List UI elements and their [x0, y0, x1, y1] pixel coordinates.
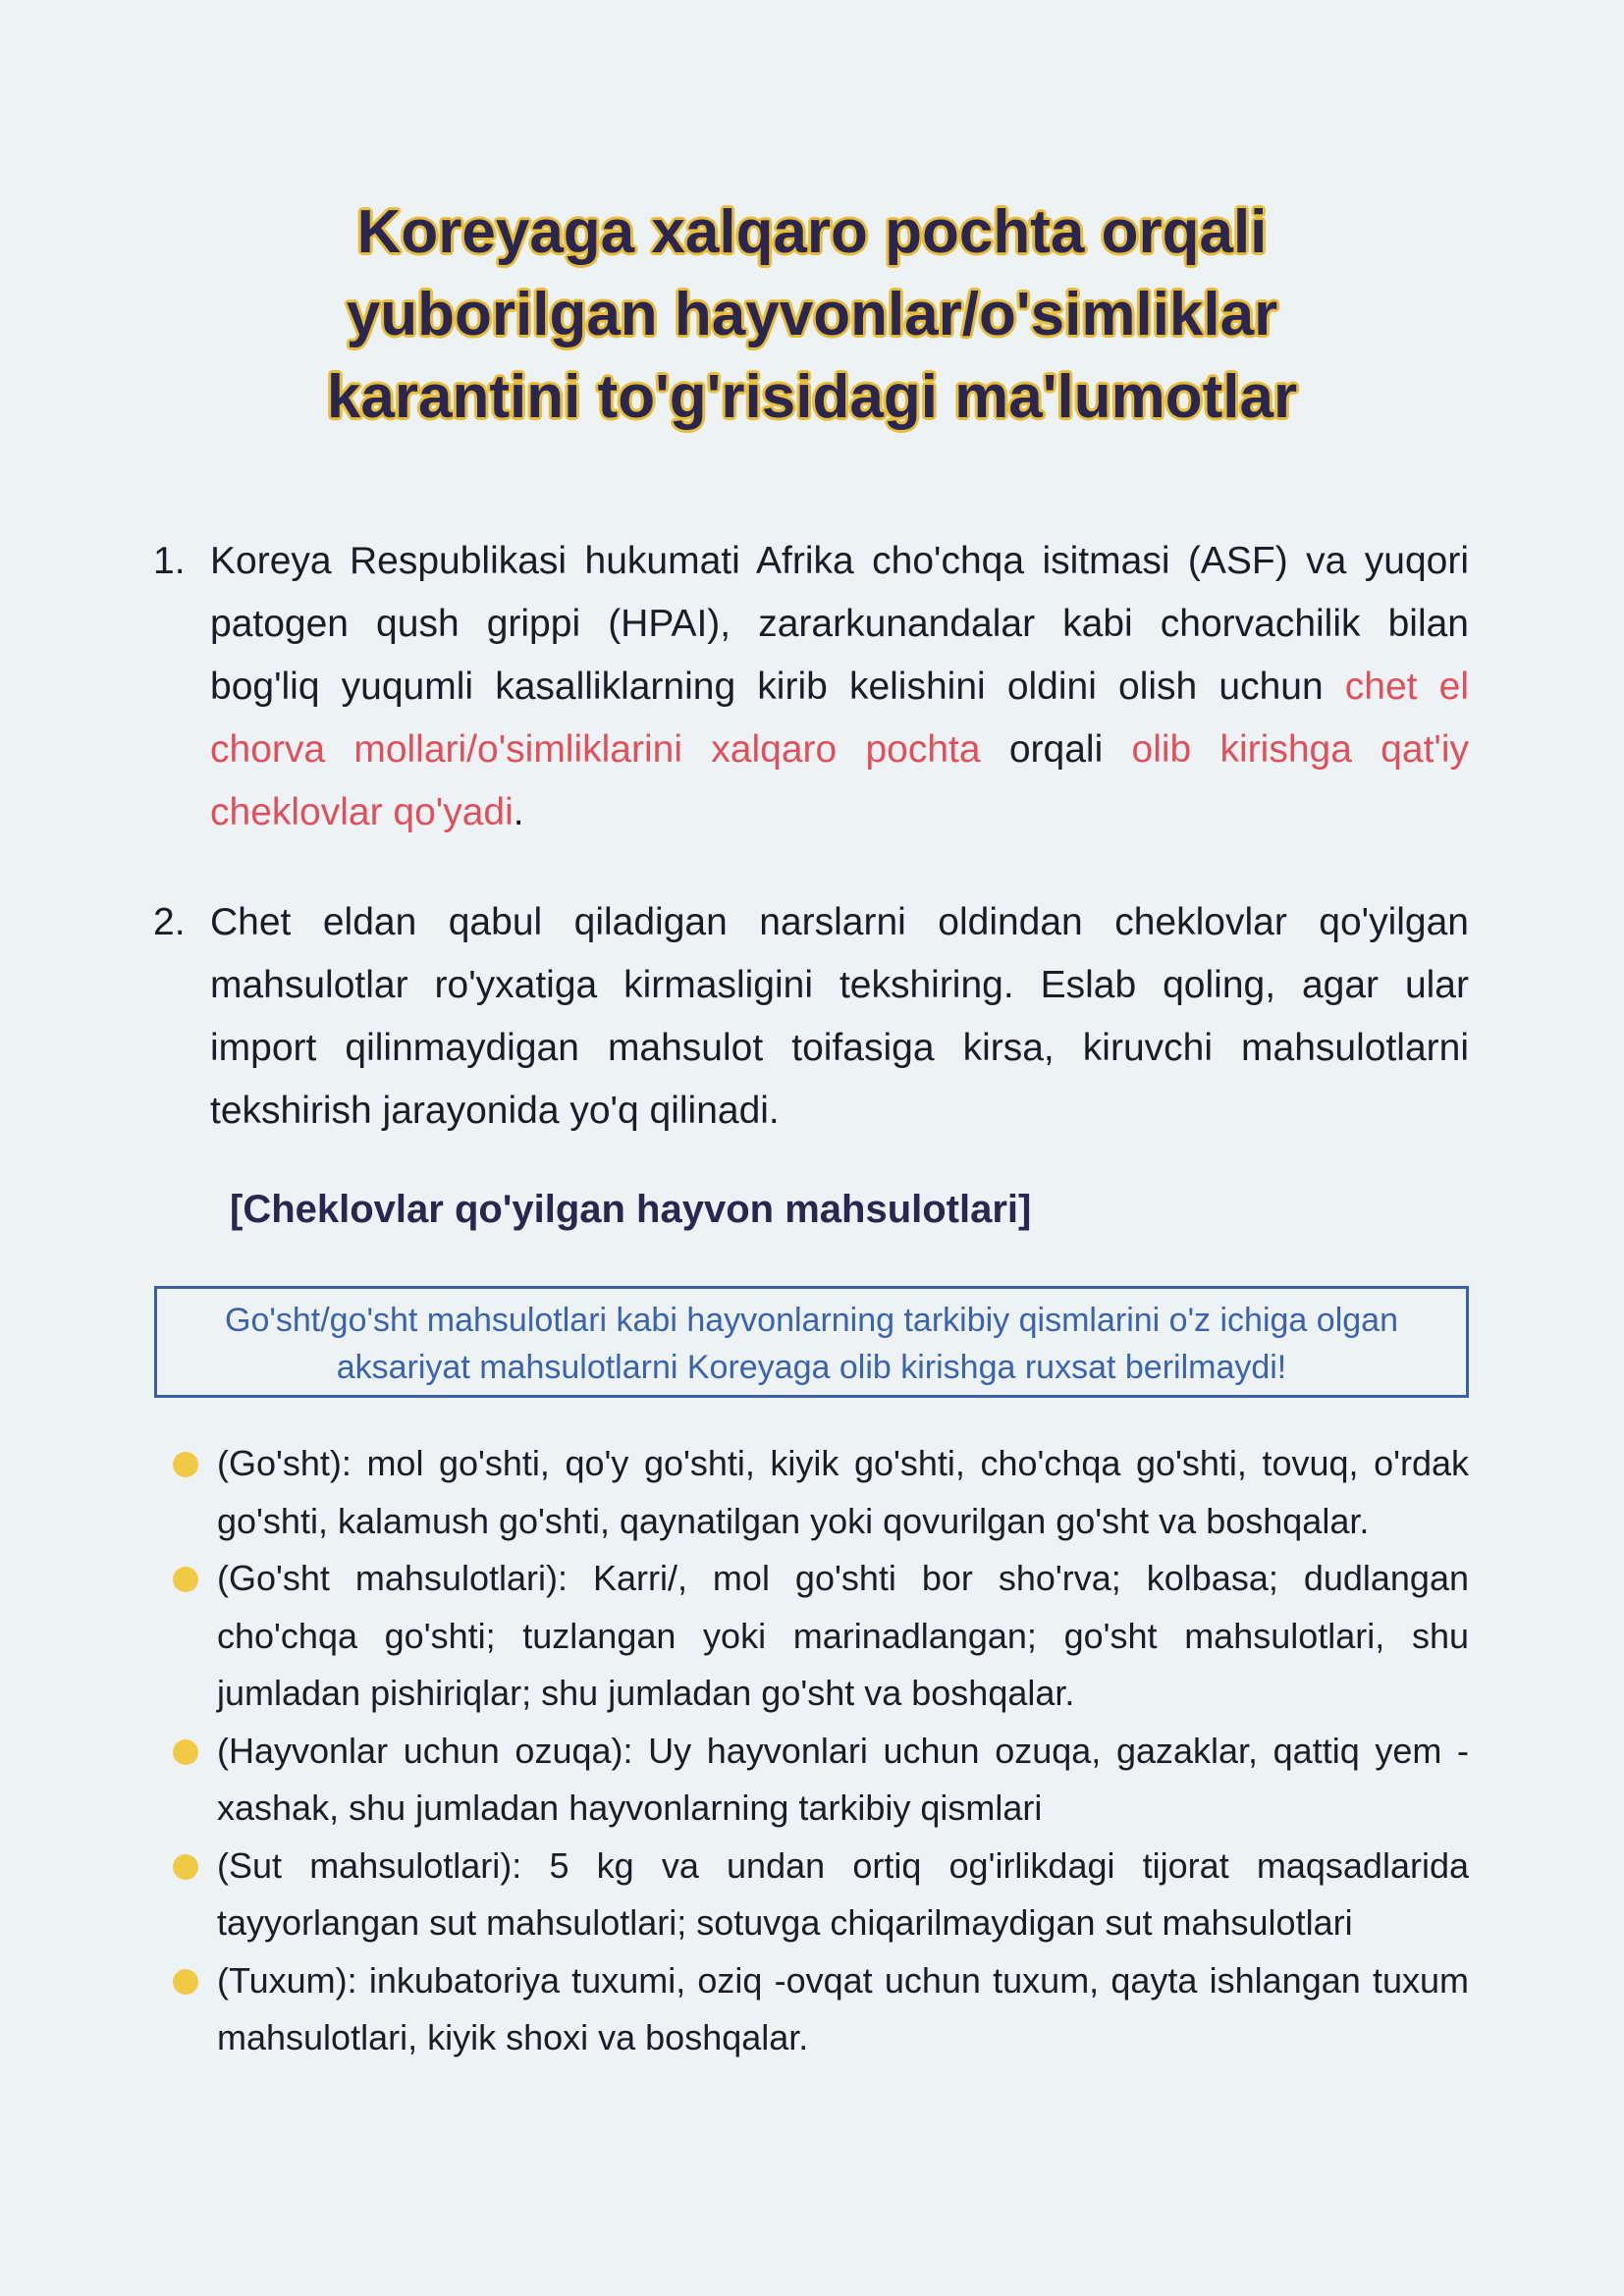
title-line-1: Koreyaga xalqaro pochta orqali	[356, 198, 1268, 266]
notice-line-1: Go'sht/go'sht mahsulotlari kabi hayvonlarning tarkibiy qismlarini o'z ichiga olgan	[225, 1302, 1398, 1339]
paragraph-1	[153, 530, 1469, 844]
notice-box	[154, 1286, 1469, 1398]
bullet-dot-icon	[173, 1567, 198, 1592]
bullet-dot-icon	[173, 1452, 198, 1477]
paragraph-2	[153, 891, 1469, 1143]
list-item	[173, 1723, 1469, 1838]
bullet-dot-icon	[173, 1969, 198, 1995]
paragraph-2-number: 2.	[153, 901, 186, 943]
paragraph-1-number: 1.	[153, 540, 186, 582]
list-item-text: (Sut mahsulotlari): 5 kg va undan ortiq og'irlikdagi tijorat maqsadlarida tayyorlangan sut mahsulotlari; sotuvga chiqarilmaydigan sut mahsulotlari	[217, 1844, 1469, 1943]
bullet-dot-icon	[173, 1854, 198, 1880]
section-title: [Cheklovlar qo'yilgan hayvon mahsulotlari]	[230, 1188, 1032, 1231]
list-item-text: (Go'sht): mol go'shti, qo'y go'shti, kiyik go'shti, cho'chqa go'shti, tovuq, o'rdak go'shti, kalamush go'shti, qaynatilgan yoki qovurilgan go'sht va boshqalar.	[217, 1443, 1469, 1541]
list-item	[173, 1435, 1469, 1550]
paragraph-1-text-b: orqali	[980, 728, 1132, 771]
restricted-products-list	[173, 1435, 1469, 2067]
list-item-text: (Hayvonlar uchun ozuqa): Uy hayvonlari uchun ozuqa, gazaklar, qattiq yem -xashak, shu jumladan hayvonlarning tarkibiy qismlari	[217, 1730, 1469, 1828]
list-item-text: (Tuxum): inkubatoriya tuxumi, oziq -ovqat uchun tuxum, qayta ishlangan tuxum mahsulotlari, kiyik shoxi va boshqalar.	[217, 1959, 1469, 2057]
title-line-3: karantini to'g'risidagi ma'lumotlar	[326, 363, 1298, 431]
paragraph-2-body: Chet eldan qabul qiladigan narslarni oldindan cheklovlar qo'yilgan mahsulotlar ro'yxatiga kirmasligini tekshiring. Eslab qoling, agar ular import qilinmaydigan mahsulot toifasiga kirsa, kiruvchi mahsulotlarni tekshirish jarayonida yo'q qilinadi.	[210, 901, 1469, 1132]
list-item	[173, 1838, 1469, 1952]
list-item	[173, 1952, 1469, 2067]
document-title	[0, 191, 1624, 439]
notice-line-2: aksariyat mahsulotlarni Koreyaga olib kirishga ruxsat berilmaydi!	[336, 1349, 1287, 1386]
list-item-text: (Go'sht mahsulotlari): Karri/, mol go'shti bor sho'rva; kolbasa; dudlangan cho'chqa go'shti; tuzlangan yoki marinadlangan; go'sht mahsulotlari, shu jumladan pishiriqlar; shu jumladan go'sht va boshqalar.	[217, 1558, 1469, 1713]
paragraph-1-text-a: Koreya Respublikasi hukumati Afrika cho'chqa isitmasi (ASF) va yuqori patogen qush grippi (HPAI), zararkunandalar kabi chorvachilik bilan bog'liq yuqumli kasalliklarning kirib kelishini oldini olish uchun	[210, 540, 1469, 708]
paragraph-1-highlight-a: chet el chorva mollari/o'simliklarini xalqaro pochta	[210, 666, 1469, 771]
paragraph-1-body	[210, 530, 1469, 844]
paragraph-1-text-c: .	[513, 791, 524, 833]
paragraph-1-highlight-b: olib kirishga qat'iy cheklovlar qo'yadi	[210, 728, 1470, 833]
title-line-2: yuborilgan hayvonlar/o'simliklar	[346, 281, 1278, 348]
bullet-dot-icon	[173, 1739, 198, 1765]
list-item	[173, 1550, 1469, 1723]
